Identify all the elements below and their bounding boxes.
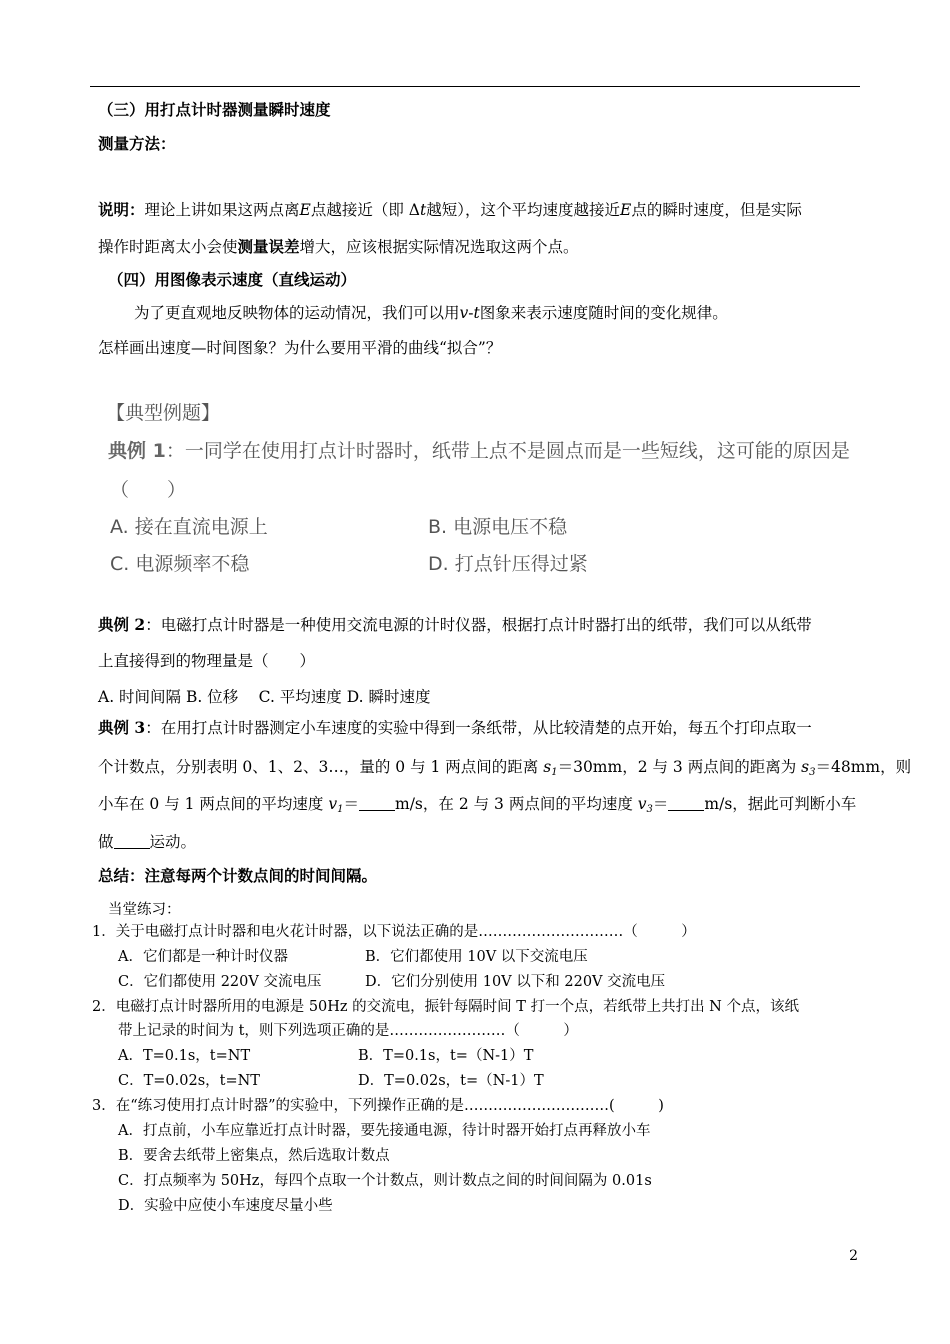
practice-q2-d: D．T=0.02s，t=（N-1）T <box>358 1073 544 1089</box>
page-number: 2 <box>849 1248 858 1264</box>
note-line-1 <box>98 200 802 220</box>
practice-q1-a: A．它们都是一种计时仪器 <box>118 949 288 965</box>
note-label: 说明： <box>98 200 145 219</box>
practice-q1-b: B．它们都使用 10V 以下交流电压 <box>365 949 588 965</box>
equals: ＝ <box>343 795 360 813</box>
note-text: 操作时距离太小会使 <box>98 238 238 256</box>
note-text: 理论上讲如果这两点离 <box>144 201 300 219</box>
example1-paren: （ ） <box>110 479 187 501</box>
equals: ＝ <box>652 795 669 813</box>
example3-text: 小车在 0 与 1 两点间的平均速度 <box>98 795 329 813</box>
example1-text: ：一同学在使用打点计时器时，纸带上点不是圆点而是一些短线，这可能的原因是 <box>165 440 850 462</box>
note-line-2 <box>98 237 579 257</box>
practice-q2-c: C．T=0.02s，t=NT <box>118 1073 260 1089</box>
example3-line-1 <box>98 718 812 738</box>
practice-q3-c: C．打点频率为 50Hz，每四个点取一个计数点，则计数点之间的时间间隔为 0.01s <box>118 1173 652 1189</box>
example3-text: 个计数点，分别表明 0、1、2、3…，量的 0 与 1 两点间的距离 <box>98 758 544 776</box>
subscript: 3 <box>646 804 653 815</box>
example3-text: m/s，在 2 与 3 两点间的平均速度 <box>395 795 638 813</box>
section4-title: （四）用图像表示速度（直线运动） <box>108 270 357 289</box>
example2-text: ：电磁打点计时器是一种使用交流电源的计时仪器，根据打点计时器打出的纸带，我们可以从纸带 <box>145 616 812 634</box>
section4-paragraph-1 <box>134 303 728 323</box>
symbol-s: s <box>543 758 552 776</box>
examples-heading: 【典型例题】 <box>106 402 221 424</box>
point-e: E <box>619 201 632 219</box>
example3-text: ：在用打点计时器测定小车速度的实验中得到一条纸带，从比较清楚的点开始，每五个打印点取一 <box>145 719 812 737</box>
section3-title: （三）用打点计时器测量瞬时速度 <box>98 100 331 119</box>
example3-line-4 <box>98 832 196 852</box>
summary: 总结：注意每两个计数点间的时间间隔。 <box>98 866 378 885</box>
practice-q2-line-2: 带上记录的时间为 t，则下列选项正确的是……………………（ ） <box>118 1023 578 1039</box>
example1-option-b: B. 电源电压不稳 <box>428 516 568 538</box>
practice-q1-d: D．它们分别使用 10V 以下和 220V 交流电压 <box>365 974 666 990</box>
symbol-v: v <box>637 795 647 813</box>
example2-line-2: 上直接得到的物理量是（ ） <box>98 652 316 670</box>
practice-q3-a: A．打点前，小车应靠近打点计时器，要先接通电源，待计时器开始打点再释放小车 <box>118 1123 651 1139</box>
subscript: 1 <box>551 767 558 778</box>
method-label: 测量方法： <box>98 134 176 153</box>
subscript: 1 <box>337 804 344 815</box>
example3-text: 运动。 <box>149 833 197 851</box>
example3-label: 典例 3 <box>98 718 146 737</box>
practice-q1-c: C．它们都使用 220V 交流电压 <box>118 974 322 990</box>
example2-options: A. 时间间隔 B. 位移 C. 平均速度 D. 瞬时速度 <box>98 688 431 706</box>
header-rule <box>90 86 860 87</box>
example3-line-2 <box>98 757 911 783</box>
section4-paragraph-2: 怎样画出速度—时间图象？为什么要用平滑的曲线“拟合”？ <box>98 339 502 357</box>
para-text: 为了更直观地反映物体的运动情况，我们可以用 <box>134 304 460 322</box>
measurement-error-term: 测量误差 <box>237 237 300 256</box>
answer-blank[interactable] <box>359 796 395 811</box>
symbol-v: v <box>459 304 469 322</box>
answer-blank[interactable] <box>114 834 150 849</box>
symbol-t: t <box>473 304 480 322</box>
note-text: 越短），这个平均速度越接近 <box>426 201 620 219</box>
note-text: 点越接近（即 Δ <box>310 201 420 219</box>
example2-label: 典例 2 <box>98 615 146 634</box>
example1-label: 典例 1 <box>108 440 166 462</box>
symbol-t: t <box>419 201 427 219</box>
example1-line <box>108 438 850 464</box>
example3-line-3 <box>98 794 856 820</box>
dash: - <box>468 304 474 322</box>
note-text: 增大，应该根据实际情况选取这两个点。 <box>299 238 579 256</box>
symbol-v: v <box>328 795 338 813</box>
practice-q2-line-1: 2．电磁打点计时器所用的电源是 50Hz 的交流电，振针每隔时间 T 打一个点，若纸带上共打出 N 个点，该纸 <box>92 999 799 1015</box>
practice-q3-b: B．要舍去纸带上密集点，然后选取计数点 <box>118 1148 390 1164</box>
point-e: E <box>299 201 311 219</box>
practice-title: 当堂练习： <box>108 902 181 918</box>
para-text: 图象来表示速度随时间的变化规律。 <box>479 304 728 322</box>
example3-text: ＝48mm，则 <box>815 758 912 776</box>
note-text: 点的瞬时速度，但是实际 <box>631 201 802 219</box>
example1-option-d: D. 打点针压得过紧 <box>428 553 588 575</box>
example3-text: ＝30mm，2 与 3 两点间的距离为 <box>557 758 802 776</box>
practice-q3: 3．在“练习使用打点计时器”的实验中，下列操作正确的是…………………………( ) <box>92 1098 664 1114</box>
practice-q2-a: A．T=0.1s，t=NT <box>118 1048 251 1064</box>
example3-text: 做 <box>98 833 114 851</box>
practice-q2-b: B．T=0.1s，t=（N-1）T <box>358 1048 534 1064</box>
example2-line-1 <box>98 615 812 635</box>
subscript: 3 <box>809 767 816 778</box>
example1-option-a: A. 接在直流电源上 <box>110 516 268 538</box>
symbol-s: s <box>801 758 810 776</box>
example1-option-c: C. 电源频率不稳 <box>110 553 250 575</box>
example3-text: m/s，据此可判断小车 <box>704 795 857 813</box>
practice-q3-d: D．实验中应使小车速度尽量小些 <box>118 1198 333 1214</box>
answer-blank[interactable] <box>668 796 704 811</box>
practice-q1: 1．关于电磁打点计时器和电火花计时器，以下说法正确的是…………………………（ ） <box>92 924 696 940</box>
